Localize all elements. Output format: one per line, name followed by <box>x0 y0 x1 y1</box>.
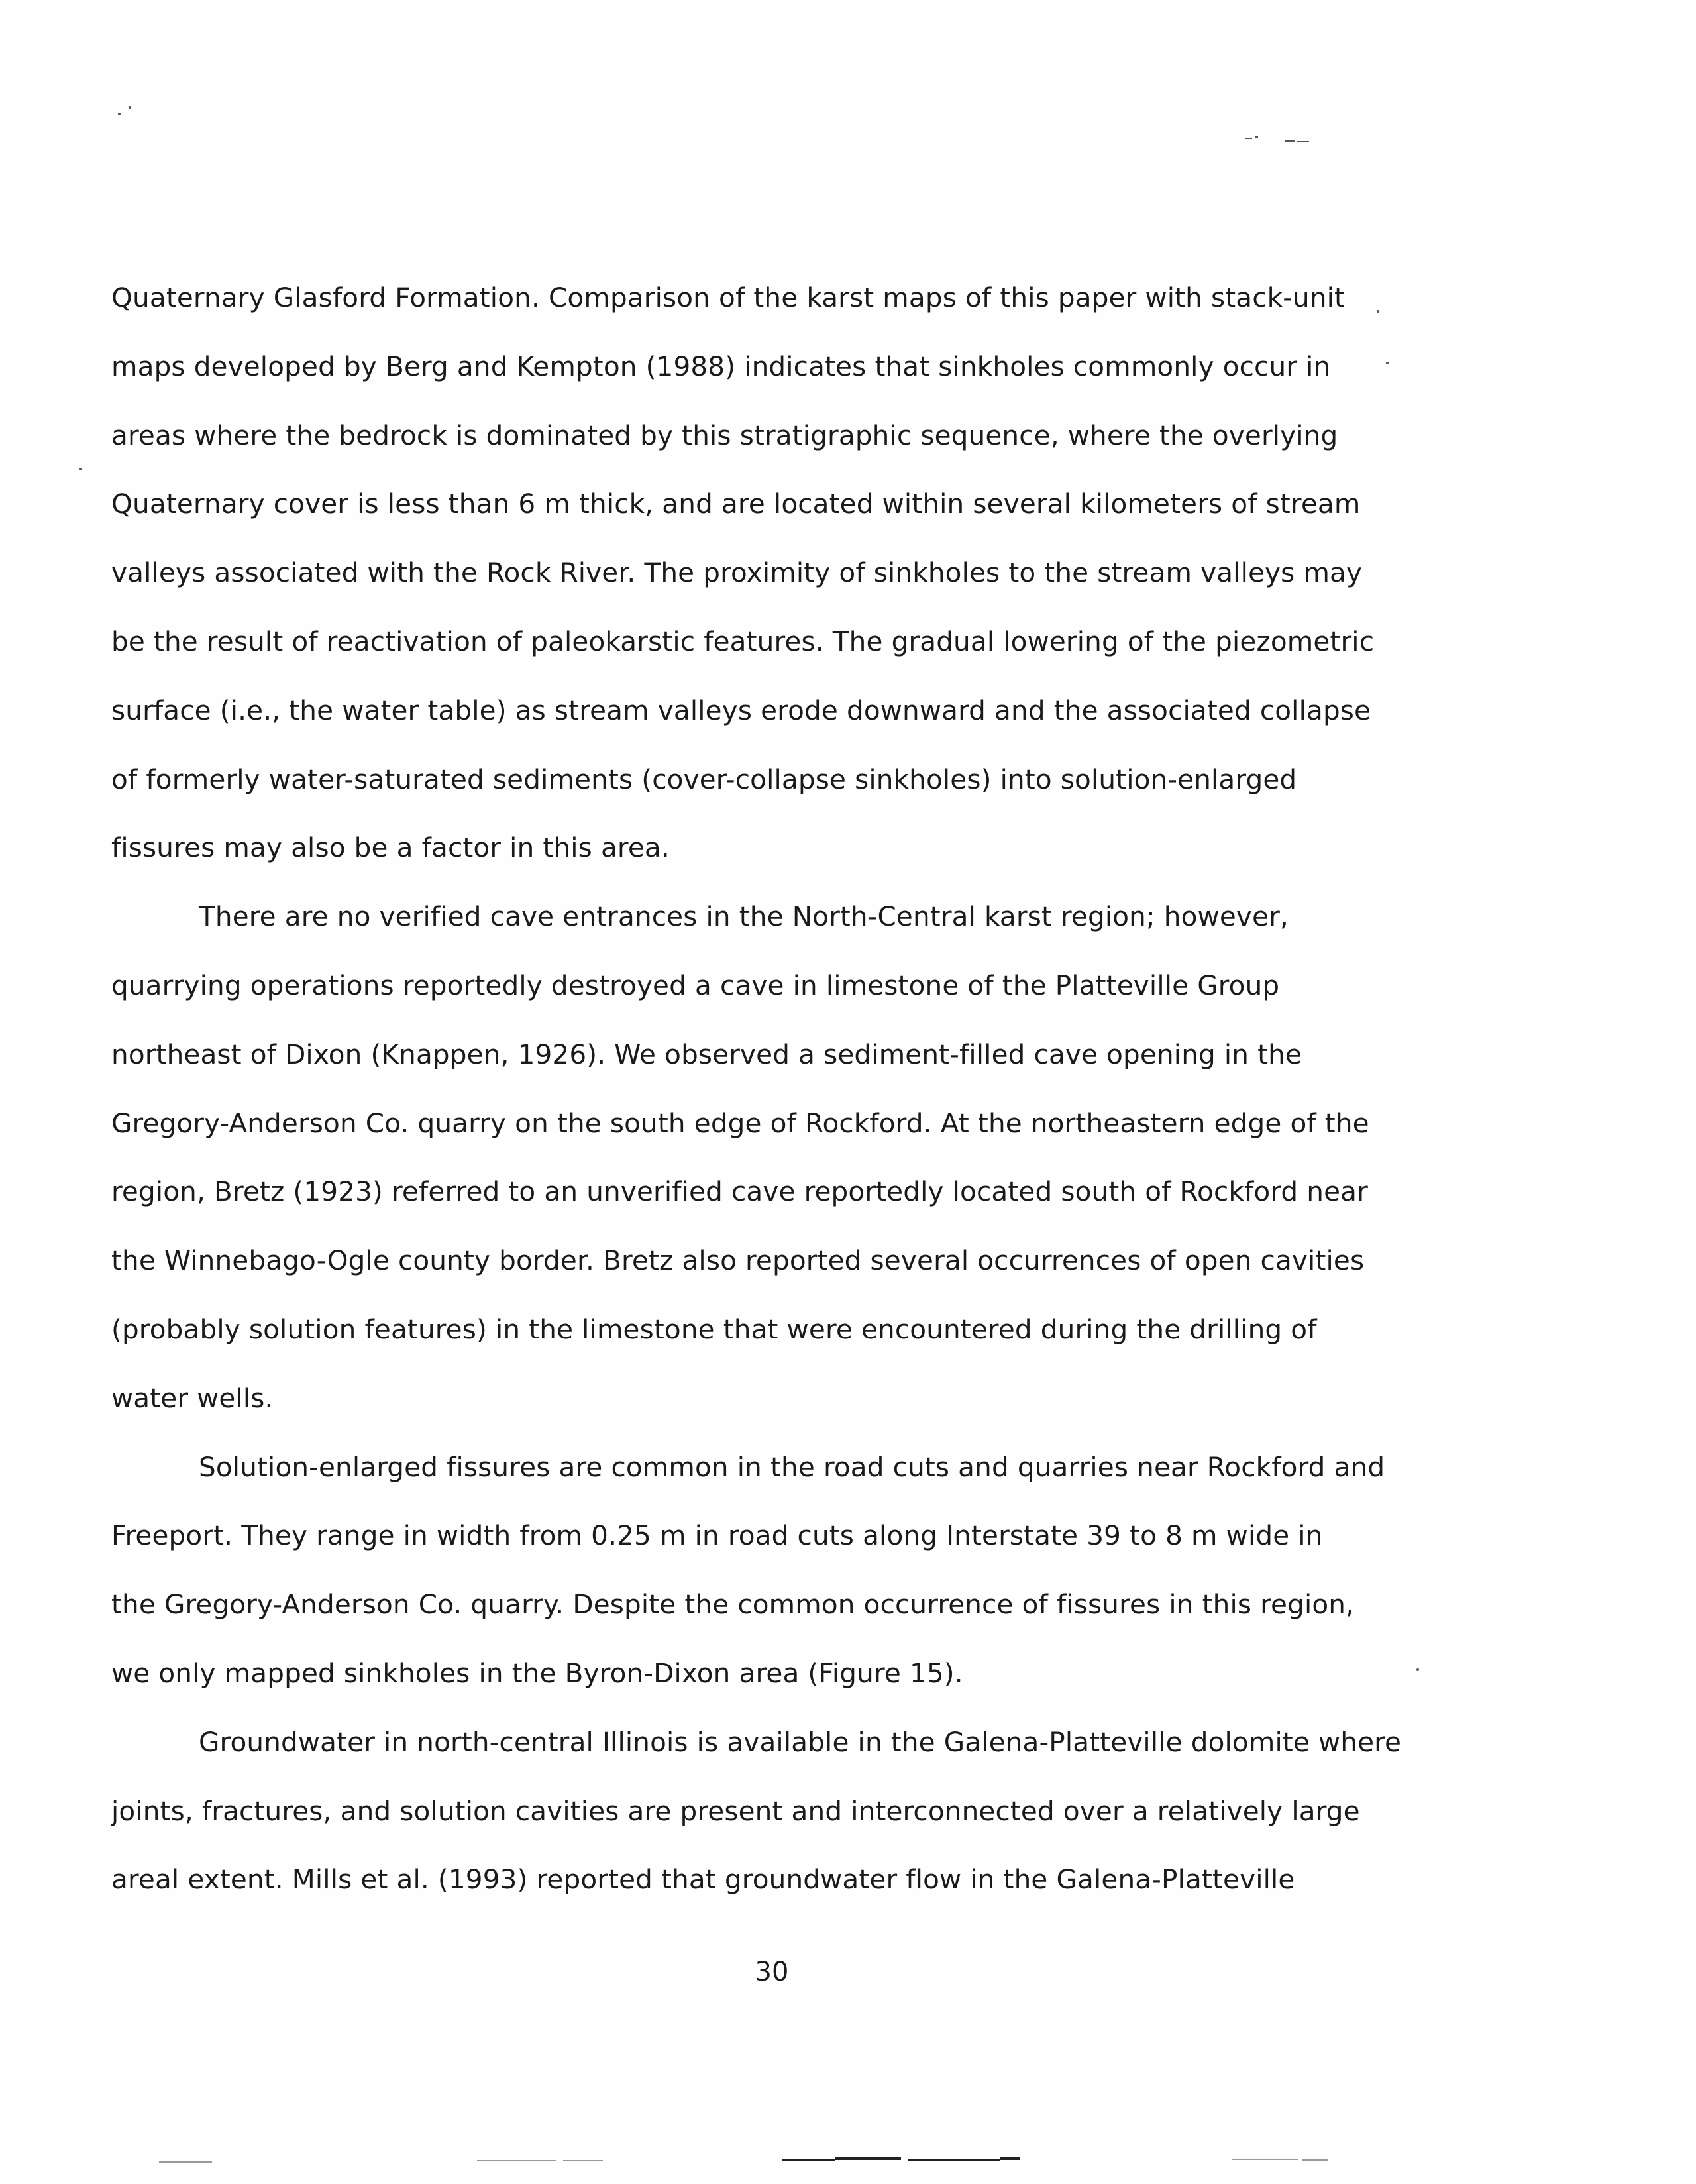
text-line: (probably solution features) in the limestone that were encountered during the drilling of <box>111 1313 1317 1345</box>
paragraph-first-line: There are no verified cave entrances in the North-Central karst region; however, <box>199 901 1289 933</box>
text-line: Gregory-Anderson Co. quarry on the south edge of Rockford. At the northeastern edge of the <box>111 1107 1369 1139</box>
text-line: region, Bretz (1923) referred to an unverified cave reportedly located south of Rockford near <box>111 1175 1368 1208</box>
text-line: the Winnebago-Ogle county border. Bretz also reported several occurrences of open cavities <box>111 1244 1365 1277</box>
text-line: Freeport. They range in width from 0.25 m in road cuts along Interstate 39 to 8 m wide in <box>111 1519 1323 1552</box>
paragraph-first-line: Groundwater in north-central Illinois is available in the Galena-Platteville dolomite where <box>199 1725 1402 1758</box>
text-line: northeast of Dixon (Knappen, 1926). We observed a sediment-filled cave opening in the <box>111 1038 1302 1070</box>
body-text <box>111 264 1443 1914</box>
text-line: quarrying operations reportedly destroyed a cave in limestone of the Platteville Group <box>111 969 1280 1001</box>
text-line: Quaternary cover is less than 6 m thick, and are located within several kilometers of stream <box>111 488 1361 520</box>
text-line: joints, fractures, and solution cavities are present and interconnected over a relatively large <box>111 1794 1360 1827</box>
text-line: the Gregory-Anderson Co. quarry. Despite the common occurrence of fissures in this region, <box>111 1588 1355 1621</box>
page-number: 30 <box>755 1957 789 1987</box>
text-line: valleys associated with the Rock River. The proximity of sinkholes to the stream valleys may <box>111 557 1363 589</box>
text-line: areas where the bedrock is dominated by this stratigraphic sequence, where the overlying <box>111 419 1338 451</box>
text-line: surface (i.e., the water table) as stream valleys erode downward and the associated collapse <box>111 694 1371 726</box>
text-line: fissures may also be a factor in this area. <box>111 832 670 864</box>
text-line: maps developed by Berg and Kempton (1988) indicates that sinkholes commonly occur in <box>111 350 1331 382</box>
text-line: water wells. <box>111 1382 274 1414</box>
paragraph-first-line: Solution-enlarged fissures are common in the road cuts and quarries near Rockford and <box>199 1450 1385 1483</box>
text-line: we only mapped sinkholes in the Byron-Dixon area (Figure 15). <box>111 1657 963 1689</box>
text-line: of formerly water-saturated sediments (cover-collapse sinkholes) into solution-enlarged <box>111 763 1297 795</box>
text-line: areal extent. Mills et al. (1993) reported that groundwater flow in the Galena-Platteville <box>111 1863 1295 1896</box>
text-line: Quaternary Glasford Formation. Comparison of the karst maps of this paper with stack-unit <box>111 282 1346 313</box>
text-line: be the result of reactivation of paleokarstic features. The gradual lowering of the piezometric <box>111 625 1375 657</box>
